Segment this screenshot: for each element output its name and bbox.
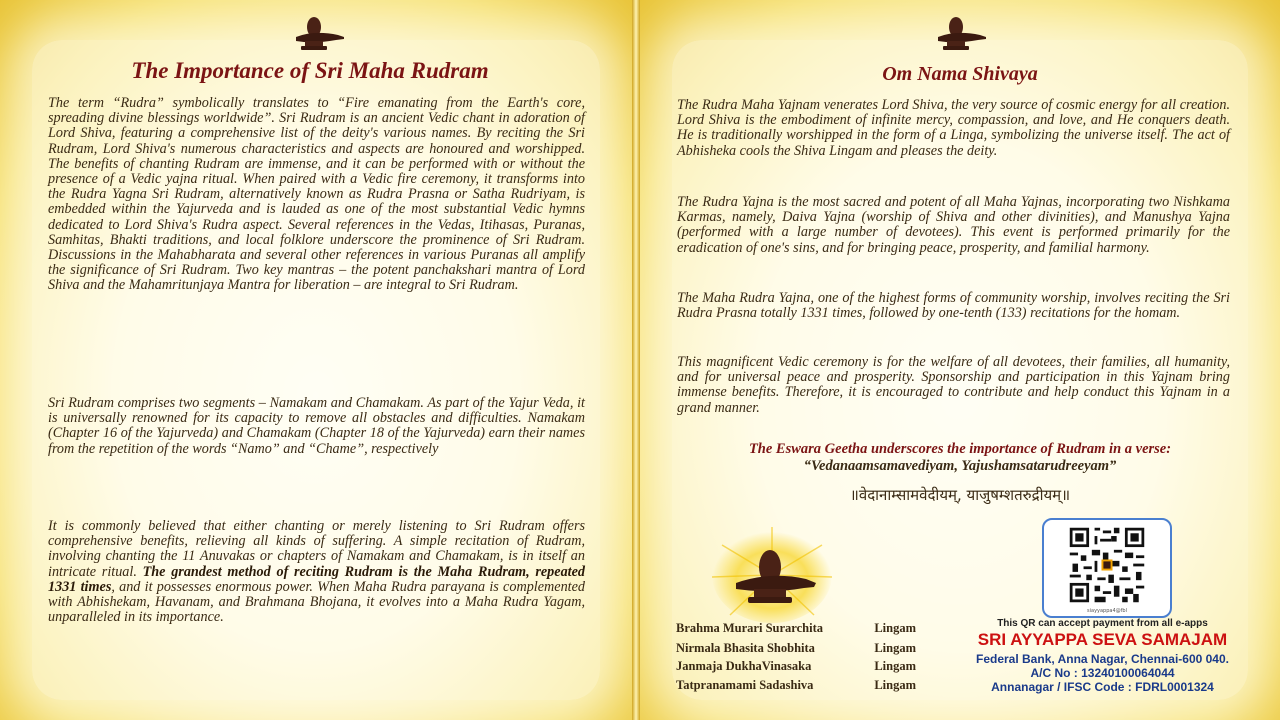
- verse-sanskrit: ॥वेदानाम्सामवेदीयम्, याजुषम्शतरुद्रीयम्॥: [849, 486, 1071, 504]
- mantra-words: Brahma Murari Surarchita: [676, 621, 823, 635]
- shiva-lingam-icon: [290, 16, 346, 52]
- mantra-words: Janmaja DukhaVinasaka: [676, 659, 812, 673]
- paragraph: The Rudra Yajna is the most sacred and potent of all Maha Yajnas, incorporating two Nishkama Karmas, namely, Daiva Yajna (worship of Shiva and other divinities), and Manushya Yajna (performed with a large number of devotees). This event is performed primarily for the eradication of one's sins, and for bringing peace, prosperity, and familial harmony.: [677, 194, 1230, 256]
- right-panel: [640, 0, 1280, 720]
- paragraph: The Maha Rudra Yajna, one of the highest forms of community worship, involves reciting the Sri Rudra Prasna totally 1331 times, followed by one-tenth (133) recitations for the homam.: [677, 290, 1230, 322]
- mantra-end: Lingam: [874, 641, 916, 655]
- account-number: A/C No : 13240100064044: [1030, 666, 1175, 680]
- shiva-lingam-icon: [932, 16, 988, 52]
- mantra-end: Lingam: [874, 659, 916, 673]
- qr-code-icon: [1062, 525, 1152, 605]
- paragraph: Sri Rudram comprises two segments – Namakam and Chamakam. As part of the Yajur Veda, it is universally renowned for its capacity to remove all obstacles and difficulties. Namakam (Chapter 16 of the Yajurveda) and Chamakam (Chapter 18 of the Yajurveda) earn their names from the repetition of the words “Namo” and “Chame”, respectively: [48, 395, 585, 457]
- organization-name: SRI AYYAPPA SEVA SAMAJAM: [977, 630, 1228, 649]
- paragraph-bold-text: The grandest method of reciting Rudram is the Maha Rudram, repeated 1331 times: [48, 563, 585, 595]
- mantra-end: Lingam: [874, 621, 916, 635]
- mantra-line: [676, 678, 916, 693]
- payment-qr-card[interactable]: [1042, 518, 1172, 618]
- mantra-line: [676, 659, 916, 674]
- mantra-words: Nirmala Bhasita Shobhita: [676, 641, 815, 655]
- verse-intro: The Eswara Geetha underscores the importance of Rudram in a verse:: [748, 441, 1172, 457]
- shiva-lingam-icon: [700, 525, 850, 625]
- verse-latin: “Vedanaamsamavediyam, Yajushamsatarudreeyam”: [803, 458, 1117, 474]
- ifsc-code: Annanagar / IFSC Code : FDRL0001324: [991, 680, 1214, 694]
- paragraph: The term “Rudra” symbolically translates to “Fire emanating from the Earth's core, spreading divine blessings worldwide”. Sri Rudram is an ancient Vedic chant in adoration of Lord Shiva, featuring a comprehensive list of the deity's various names. By reciting the Sri Rudram, Lord Shiva's numerous characteristics and aspects are honoured and worshipped. The benefits of chanting Rudram are immense, and it can be performed with or without the presence of a Vedic yajna ritual. When paired with a Vedic fire ceremony, it transforms into the Rudra Yagna Sri Rudram, alternatively known as Rudra Prasna or Satha Rudriyam, is embedded within the Yajurveda and is lauded as one of the most substantial Vedic hymns dedicated to Lord Shiva's Rudra aspect. Several references in the Vedas, Itihasas, Puranas, Samhitas, Bhakti traditions, and local folklore underscore the prominence of Sri Rudram. Discussions in the Mahabharata and several other references in various Puranas all amplify the significance of Sri Rudram. Two key mantras – the potent panchakshari mantra of Lord Shiva and the Mahamritunjaya Mantra for liberation – are integral to Sri Rudram.: [48, 95, 585, 294]
- page-title: The Importance of Sri Maha Rudram: [131, 58, 489, 83]
- qr-caption: siayyappa4@fbl: [1087, 608, 1127, 614]
- left-panel: [0, 0, 632, 720]
- paragraph: The Rudra Maha Yajnam venerates Lord Shiva, the very source of cosmic energy for all creation. Lord Shiva is the embodiment of infinite mercy, compassion, and love, and He conquers death. He is traditionally worshipped in the form of a Linga, symbolizing the universe itself. The act of Abhisheka cools the Shiva Lingam and pleases the deity.: [677, 97, 1230, 159]
- section-title: Om Nama Shivaya: [882, 63, 1038, 85]
- qr-note: This QR can accept payment from all e-apps: [997, 618, 1208, 629]
- mantra-words: Tatpranamami Sadashiva: [676, 678, 814, 692]
- paragraph: [48, 519, 585, 625]
- paragraph-text: It is commonly believed that either chanting or merely listening to Sri Rudram offers comprehensive benefits, relieving all kinds of suffering. A simple recitation of Rudram, involving chanting the 11 Anuvakas or chapters of Namakam and Chamakam, is in itself an intricate ritual.: [48, 518, 585, 580]
- bank-details: Federal Bank, Anna Nagar, Chennai-600 040.: [976, 652, 1229, 666]
- mantra-line: [676, 621, 916, 636]
- mantra-end: Lingam: [874, 678, 916, 692]
- panel-divider: [632, 0, 640, 720]
- mantra-line: [676, 641, 916, 656]
- paragraph-text: , and it possesses enormous power. When Maha Rudra parayana is complemented with Abhishekam, Havanam, and Brahmana Bhojana, it evolves into a Maha Rudra Yagam, unparalleled in its importance.: [48, 578, 585, 626]
- paragraph: This magnificent Vedic ceremony is for the welfare of all devotees, their families, all humanity, and for universal peace and prosperity. Sponsorship and participation in this Yajnam bring immense benefits. Therefore, it is encouraged to contribute and help conduct this Yajnam in a grand manner.: [677, 354, 1230, 416]
